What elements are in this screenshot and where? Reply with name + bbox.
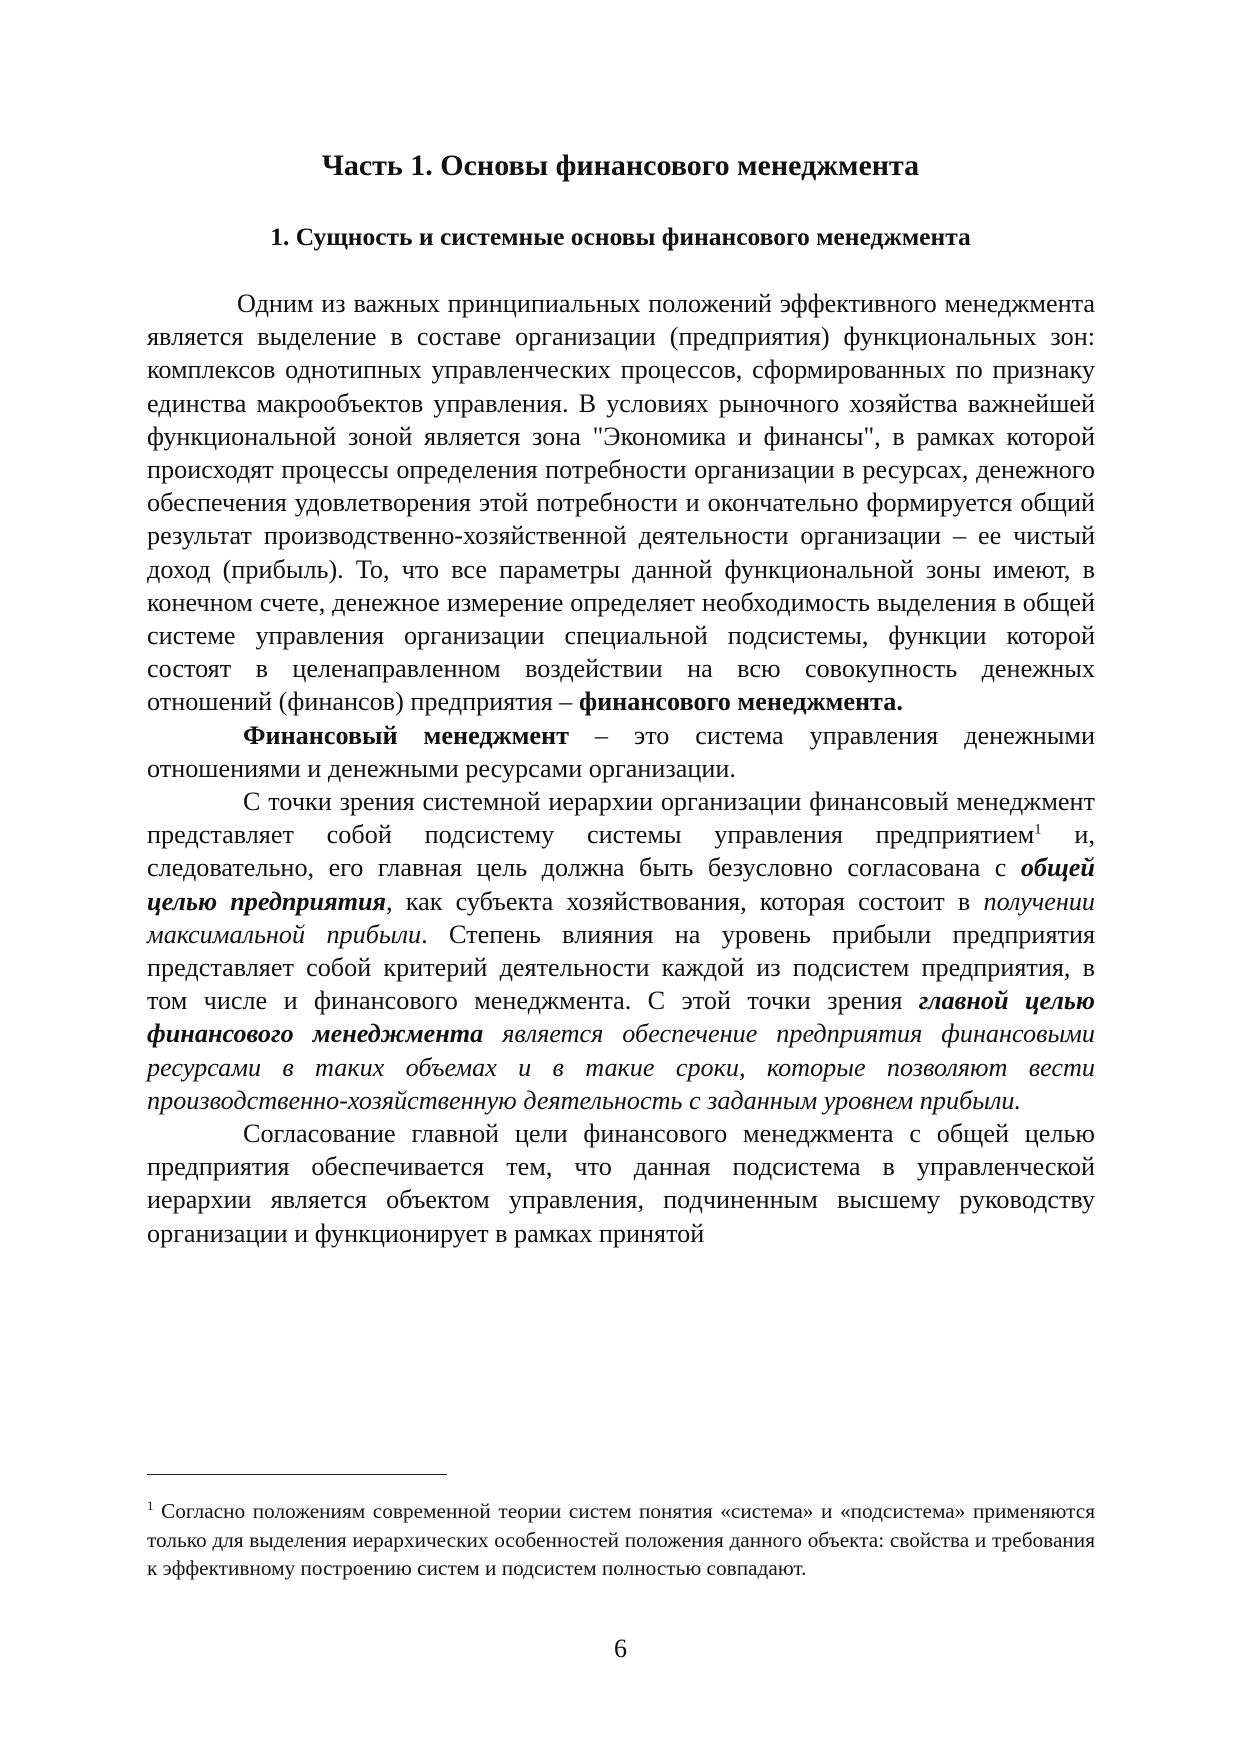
body-text <box>147 287 1095 1250</box>
paragraph-1-text: Одним из важных принципиальных положений эффективного менеджмента является выделение в составе организации (предприятия) функциональных зон: комплексов однотипных управленческих процессов, сформированных по признаку единства макрообъектов управления. В условиях рыночного хозяйства важнейшей функциональной зоной является зона "Экономика и финансы", в рамках которой происходят процессы определения потребности организации в ресурсах, денежного обеспечения удовлетворения этой потребности и окончательно формируется общий результат производственно-хозяйственной деятельности организации – ее чистый доход (прибыль). То, что все параметры данной функциональной зоны имеют, в конечном счете, денежное измерение определяет необходимость выделения в общей системе управления организации специальной подсистемы, функции которой состоят в целенаправленном воздействии на всю совокупность денежных отношений (финансов) предприятия – <box>147 289 1095 717</box>
footnote-separator <box>147 1474 447 1475</box>
emphasis-main-goal: главной целью финансового менеджмента <box>147 986 1095 1049</box>
page-number: 6 <box>614 1634 627 1663</box>
part-title: Часть 1. Основы финансового менеджмента <box>321 149 920 182</box>
paragraph-3-part3: , как субъекта хозяйствования, которая состоит в <box>386 886 984 916</box>
paragraph-3-part2: и, следовательно, его главная цель должна быть безусловно согласована с <box>147 820 1095 883</box>
paragraph-1-bold-end: финансового менеджмента. <box>578 687 903 717</box>
footnote-paragraph <box>147 1497 1095 1583</box>
paragraph-3-part4: . Степень влияния на уровень прибыли предприятия представляет собой критерий деятельности каждой из подсистем предприятия, в том числе и финансового менеджмента. С этой точки зрения <box>147 919 1096 1016</box>
footnote-text: Согласно положениям современной теории систем понятия «система» и «подсистема» применяются только для выделения иерархических особенностей положения данного объекта: свойства и требования к эффективному построению систем и подсистем полностью совпадают. <box>147 1499 1095 1580</box>
paragraph-3 <box>147 785 1095 1117</box>
emphasis-common-goal: общей целью предприятия <box>147 853 1095 916</box>
emphasis-main-goal-definition: является обеспечение предприятия финансовыми ресурсами в таких объемах и в такие сроки, которые позволяют вести производственно-хозяйственную деятельность с заданным уровнем прибыли. <box>147 1019 1095 1115</box>
paragraph-3-part1: С точки зрения системной иерархии организации финансовый менеджмент представляет собой подсистему системы управления предприятием <box>147 787 1095 850</box>
paragraph-2 <box>147 719 1095 785</box>
emphasis-max-profit: получении максимальной прибыли <box>147 886 1096 949</box>
chapter-title: 1. Сущность и системные основы финансового менеджмента <box>270 222 971 251</box>
footnote <box>147 1497 1095 1583</box>
footnote-reference[interactable]: 1 <box>1034 821 1042 838</box>
definition-term: Финансовый менеджмент <box>243 720 569 750</box>
paragraph-4: Согласование главной цели финансового менеджмента с общей целью предприятия обеспечивается тем, что данная подсистема в управленческой иерархии является объектом управления, подчиненным высшему руководству организации и функционирует в рамках принятой <box>147 1119 1095 1248</box>
paragraph-1 <box>147 287 1095 719</box>
footnote-marker: 1 <box>147 1497 154 1513</box>
definition-text: – это система управления денежными отношениями и денежными ресурсами организации. <box>147 720 1095 783</box>
